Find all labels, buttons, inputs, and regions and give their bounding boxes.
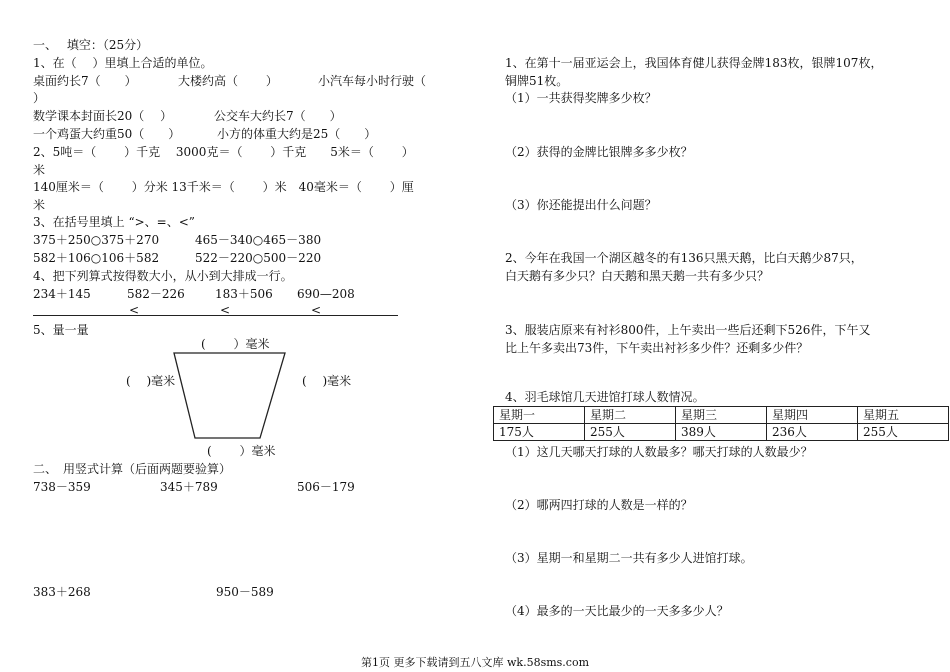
page-footer: 第1页 更多下载请到五八文库 wk.58sms.com	[361, 656, 589, 669]
table-header-cell: 星期二	[585, 407, 676, 424]
p4-question-3: （3）星期一和星期二一共有多少人进馆打球。	[505, 551, 753, 565]
q1-bus-length: 公交车大约长7（ ）	[214, 109, 342, 123]
table-row	[494, 424, 949, 441]
calc-5: 950－589	[216, 585, 274, 599]
calc-2: 345＋789	[160, 480, 218, 494]
q1-car-speed-close: ）	[33, 91, 46, 105]
q1-egg-weight: 一个鸡蛋大约重50（ ）	[33, 127, 181, 141]
q1-car-speed: 小汽车每小时行驶（	[318, 74, 427, 88]
q2-conversion-line2-cont: 米	[33, 198, 46, 212]
calc-3: 506－179	[297, 480, 355, 494]
q3-compare-4: 522－220○500－220	[195, 251, 322, 265]
p1-question-3: （3）你还能提出什么问题？	[505, 198, 657, 212]
p1-text-line2: 铜牌51枚。	[505, 74, 569, 88]
q3-instruction: 3、在括号里填上 “>、=、<”	[33, 215, 195, 229]
trapezoid-top-label: ( ）毫米	[201, 337, 270, 351]
calc-1: 738－359	[33, 480, 91, 494]
q2-conversion-line1-cont: 米	[33, 163, 46, 177]
q1-desk-length: 桌面约长7（ ）	[33, 74, 137, 88]
table-cell: 255人	[858, 424, 949, 441]
p4-question-2: （2）哪两四打球的人数是一样的？	[505, 498, 693, 512]
q3-compare-1: 375＋250○375＋270	[33, 233, 160, 247]
q2-conversion-line1: 2、5吨＝（ ）千克 3000克＝（ ）千克 5米＝（ ）	[33, 145, 414, 159]
table-cell: 175人	[494, 424, 585, 441]
q1-body-weight: 小方的体重大约是25（ ）	[217, 127, 377, 141]
p4-title: 4、羽毛球馆几天进馆打球人数情况。	[505, 390, 705, 404]
q4-expr-1: 234＋145	[33, 287, 91, 301]
q5-instruction: 5、量一量	[33, 323, 89, 337]
p1-question-2: （2）获得的金牌比银牌多多少枚？	[505, 145, 693, 159]
q4-less-than-2: <	[220, 303, 231, 317]
q1-building-height: 大楼约高（ ）	[178, 74, 278, 88]
attendance-table	[493, 406, 949, 441]
q4-answer-line	[33, 315, 398, 316]
q1-book-cover: 数学课本封面长20（ ）	[33, 109, 173, 123]
q3-compare-2: 465－340○465－380	[195, 233, 322, 247]
p4-question-4: （4）最多的一天比最少的一天多多少人？	[505, 604, 729, 618]
p1-text-line1: 1、在第十一届亚运会上，我国体育健儿获得金牌183枚，银牌107枚，	[505, 56, 883, 70]
q4-instruction: 4、把下列算式按得数大小，从小到大排成一行。	[33, 269, 293, 283]
trapezoid-left-label: ( )毫米	[126, 374, 176, 388]
q1-instruction: 1、在（ ）里填上合适的单位。	[33, 56, 213, 70]
table-header-cell: 星期三	[676, 407, 767, 424]
calc-4: 383＋268	[33, 585, 91, 599]
table-cell: 236人	[767, 424, 858, 441]
section-one-title: 一、 填空：（25分）	[33, 38, 149, 52]
table-header-cell: 星期五	[858, 407, 949, 424]
table-header-cell: 星期四	[767, 407, 858, 424]
p3-text-line2: 比上午多卖出73件，下午卖出衬衫多少件？还剩多少件？	[505, 341, 809, 355]
table-header-row	[494, 407, 949, 424]
q4-less-than-3: <	[311, 303, 322, 317]
q4-expr-3: 183＋506	[215, 287, 273, 301]
q4-expr-4: 690—208	[297, 287, 355, 301]
section-two-title: 二、 用竖式计算（后面两题要验算）	[33, 462, 232, 476]
p2-text-line2: 白天鹅有多少只？白天鹅和黑天鹅一共有多少只？	[505, 269, 770, 283]
trapezoid-right-label: ( )毫米	[302, 374, 352, 388]
trapezoid-bottom-label: ( ）毫米	[207, 444, 276, 458]
q3-compare-3: 582＋106○106＋582	[33, 251, 160, 265]
p2-text-line1: 2、今年在我国一个湖区越冬的有136只黑天鹅，比白天鹅少87只，	[505, 251, 863, 265]
p1-question-1: （1）一共获得奖牌多少枚？	[505, 91, 657, 105]
p3-text-line1: 3、服装店原来有衬衫800件，上午卖出一些后还剩下526件，下午又	[505, 323, 871, 337]
q4-expr-2: 582－226	[127, 287, 185, 301]
table-cell: 255人	[585, 424, 676, 441]
q2-conversion-line2: 140厘米＝（ ）分米 13千米＝（ ）米 40毫米＝（ ）厘	[33, 180, 414, 194]
q4-less-than-1: <	[129, 303, 140, 317]
table-cell: 389人	[676, 424, 767, 441]
trapezoid-figure	[165, 345, 295, 445]
p4-question-1: （1）这几天哪天打球的人数最多？哪天打球的人数最少？	[505, 445, 813, 459]
table-header-cell: 星期一	[494, 407, 585, 424]
